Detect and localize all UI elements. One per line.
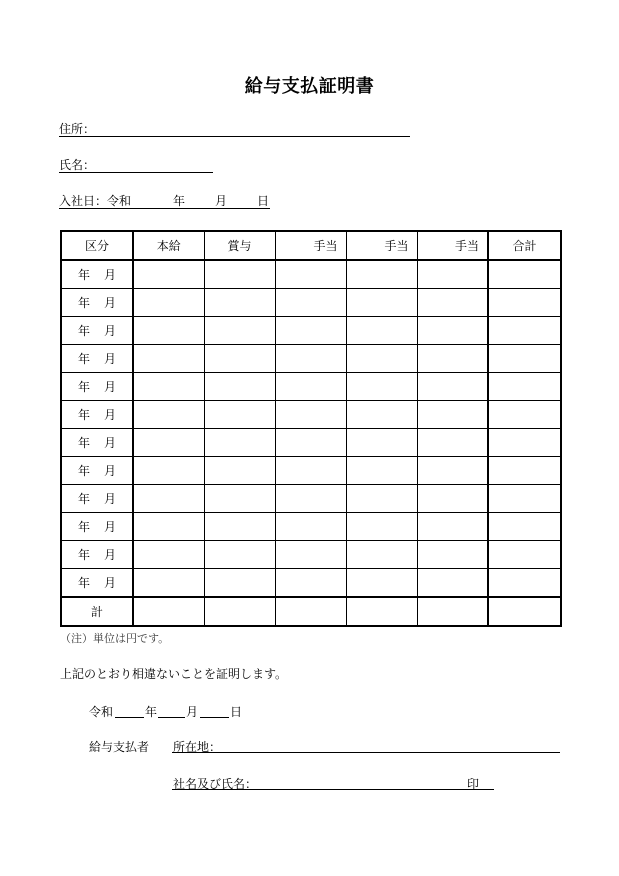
amount-cell[interactable]	[275, 373, 346, 401]
amount-cell[interactable]	[204, 457, 275, 485]
row-month-label: 月	[103, 492, 116, 506]
header-allowance-3: 手当	[417, 231, 488, 260]
amount-cell[interactable]	[488, 373, 561, 401]
note-text: （注）単位は円です。	[60, 632, 170, 645]
row-year-label: 年	[77, 352, 90, 366]
amount-cell[interactable]	[133, 457, 204, 485]
amount-cell[interactable]	[346, 373, 417, 401]
amount-cell[interactable]	[204, 317, 275, 345]
row-month-label: 月	[103, 268, 116, 282]
total-amount-cell[interactable]	[275, 597, 346, 626]
amount-cell[interactable]	[488, 485, 561, 513]
location-line[interactable]	[172, 752, 560, 753]
amount-cell[interactable]	[488, 289, 561, 317]
amount-cell[interactable]	[417, 289, 488, 317]
month-cell	[61, 345, 133, 373]
amount-cell[interactable]	[417, 317, 488, 345]
amount-cell[interactable]	[346, 513, 417, 541]
join-date-day: 日	[257, 194, 270, 208]
cert-month-line[interactable]	[158, 717, 185, 718]
month-cell	[61, 569, 133, 598]
amount-cell[interactable]	[204, 401, 275, 429]
amount-cell[interactable]	[133, 541, 204, 569]
total-label: 計	[61, 597, 133, 626]
cert-date-month: 月	[186, 705, 199, 719]
month-cell	[61, 373, 133, 401]
document-title: 給与支払証明書	[244, 76, 375, 97]
table-row	[61, 373, 561, 401]
total-amount-cell[interactable]	[346, 597, 417, 626]
row-year-label: 年	[77, 408, 90, 422]
amount-cell[interactable]	[417, 373, 488, 401]
amount-cell[interactable]	[133, 569, 204, 598]
month-cell	[61, 513, 133, 541]
amount-cell[interactable]	[488, 513, 561, 541]
join-date-line[interactable]	[59, 208, 270, 209]
amount-cell[interactable]	[488, 457, 561, 485]
amount-cell[interactable]	[417, 260, 488, 289]
amount-cell[interactable]	[275, 401, 346, 429]
amount-cell[interactable]	[275, 569, 346, 598]
amount-cell[interactable]	[346, 541, 417, 569]
amount-cell[interactable]	[133, 373, 204, 401]
row-year-label: 年	[77, 548, 90, 562]
row-month-label: 月	[103, 436, 116, 450]
amount-cell[interactable]	[488, 345, 561, 373]
amount-cell[interactable]	[346, 260, 417, 289]
amount-cell[interactable]	[275, 260, 346, 289]
amount-cell[interactable]	[204, 345, 275, 373]
amount-cell[interactable]	[488, 569, 561, 598]
amount-cell[interactable]	[133, 485, 204, 513]
month-cell	[61, 260, 133, 289]
amount-cell[interactable]	[275, 345, 346, 373]
amount-cell[interactable]	[346, 457, 417, 485]
amount-cell[interactable]	[133, 429, 204, 457]
amount-cell[interactable]	[488, 429, 561, 457]
table-row	[61, 289, 561, 317]
amount-cell[interactable]	[275, 317, 346, 345]
amount-cell[interactable]	[204, 569, 275, 598]
row-year-label: 年	[77, 464, 90, 478]
name-label: 氏名：	[59, 158, 96, 172]
header-base-pay: 本給	[133, 231, 204, 260]
amount-cell[interactable]	[133, 401, 204, 429]
header-allowance-2: 手当	[346, 231, 417, 260]
table-header-row	[61, 231, 561, 260]
total-amount-cell[interactable]	[204, 597, 275, 626]
row-month-label: 月	[103, 352, 116, 366]
join-date-month: 月	[215, 194, 228, 208]
month-cell	[61, 457, 133, 485]
address-label: 住所：	[59, 122, 96, 136]
amount-cell[interactable]	[417, 429, 488, 457]
amount-cell[interactable]	[417, 401, 488, 429]
amount-cell[interactable]	[346, 289, 417, 317]
row-year-label: 年	[77, 296, 90, 310]
amount-cell[interactable]	[204, 289, 275, 317]
header-category: 区分	[61, 231, 133, 260]
amount-cell[interactable]	[275, 541, 346, 569]
header-total: 合計	[488, 231, 561, 260]
table-row	[61, 541, 561, 569]
row-year-label: 年	[77, 436, 90, 450]
address-line[interactable]	[59, 136, 410, 137]
cert-date-year: 年	[145, 705, 158, 719]
month-cell	[61, 317, 133, 345]
row-month-label: 月	[103, 576, 116, 590]
total-row	[61, 597, 561, 626]
table-row	[61, 345, 561, 373]
row-year-label: 年	[77, 268, 90, 282]
month-cell	[61, 485, 133, 513]
company-name-label: 社名及び氏名：	[173, 777, 258, 791]
header-allowance-1: 手当	[275, 231, 346, 260]
total-amount-cell[interactable]	[488, 597, 561, 626]
amount-cell[interactable]	[275, 457, 346, 485]
row-year-label: 年	[77, 576, 90, 590]
salary-table	[60, 230, 562, 627]
amount-cell[interactable]	[417, 457, 488, 485]
row-year-label: 年	[77, 380, 90, 394]
amount-cell[interactable]	[275, 429, 346, 457]
amount-cell[interactable]	[417, 541, 488, 569]
amount-cell[interactable]	[346, 401, 417, 429]
amount-cell[interactable]	[275, 485, 346, 513]
row-month-label: 月	[103, 520, 116, 534]
table-row	[61, 260, 561, 289]
amount-cell[interactable]	[488, 401, 561, 429]
amount-cell[interactable]	[275, 289, 346, 317]
header-bonus: 賞与	[204, 231, 275, 260]
amount-cell[interactable]	[417, 513, 488, 541]
amount-cell[interactable]	[488, 541, 561, 569]
amount-cell[interactable]	[417, 485, 488, 513]
amount-cell[interactable]	[133, 260, 204, 289]
amount-cell[interactable]	[204, 513, 275, 541]
table-row	[61, 401, 561, 429]
table-row	[61, 485, 561, 513]
amount-cell[interactable]	[204, 373, 275, 401]
amount-cell[interactable]	[346, 569, 417, 598]
payer-label: 給与支払者	[89, 740, 150, 754]
amount-cell[interactable]	[346, 429, 417, 457]
amount-cell[interactable]	[133, 345, 204, 373]
amount-cell[interactable]	[204, 260, 275, 289]
row-year-label: 年	[77, 520, 90, 534]
amount-cell[interactable]	[417, 569, 488, 598]
row-month-label: 月	[103, 296, 116, 310]
location-label: 所在地：	[173, 740, 222, 754]
amount-cell[interactable]	[275, 513, 346, 541]
table-row	[61, 569, 561, 598]
row-year-label: 年	[77, 324, 90, 338]
cert-year-line[interactable]	[115, 717, 144, 718]
cert-date-era: 令和	[89, 705, 114, 719]
name-line[interactable]	[59, 172, 213, 173]
amount-cell[interactable]	[488, 317, 561, 345]
month-cell	[61, 541, 133, 569]
amount-cell[interactable]	[417, 345, 488, 373]
amount-cell[interactable]	[133, 289, 204, 317]
amount-cell[interactable]	[346, 317, 417, 345]
table-row	[61, 513, 561, 541]
amount-cell[interactable]	[204, 541, 275, 569]
row-month-label: 月	[103, 408, 116, 422]
amount-cell[interactable]	[133, 317, 204, 345]
amount-cell[interactable]	[133, 513, 204, 541]
total-amount-cell[interactable]	[133, 597, 204, 626]
amount-cell[interactable]	[204, 429, 275, 457]
month-cell	[61, 429, 133, 457]
join-date-prefix: 入社日：令和	[59, 194, 132, 208]
table-row	[61, 429, 561, 457]
row-month-label: 月	[103, 464, 116, 478]
month-cell	[61, 289, 133, 317]
cert-day-line[interactable]	[200, 717, 229, 718]
table-row	[61, 317, 561, 345]
join-date-year: 年	[173, 194, 186, 208]
company-name-line[interactable]	[172, 789, 494, 790]
amount-cell[interactable]	[346, 485, 417, 513]
amount-cell[interactable]	[204, 485, 275, 513]
row-year-label: 年	[77, 492, 90, 506]
table-row	[61, 457, 561, 485]
row-month-label: 月	[103, 380, 116, 394]
cert-date-day: 日	[230, 705, 243, 719]
month-cell	[61, 401, 133, 429]
row-month-label: 月	[103, 548, 116, 562]
total-amount-cell[interactable]	[417, 597, 488, 626]
row-month-label: 月	[103, 324, 116, 338]
amount-cell[interactable]	[346, 345, 417, 373]
amount-cell[interactable]	[488, 260, 561, 289]
seal-mark: 印	[467, 777, 480, 791]
certification-statement: 上記のとおり相違ないことを証明します。	[60, 667, 288, 681]
